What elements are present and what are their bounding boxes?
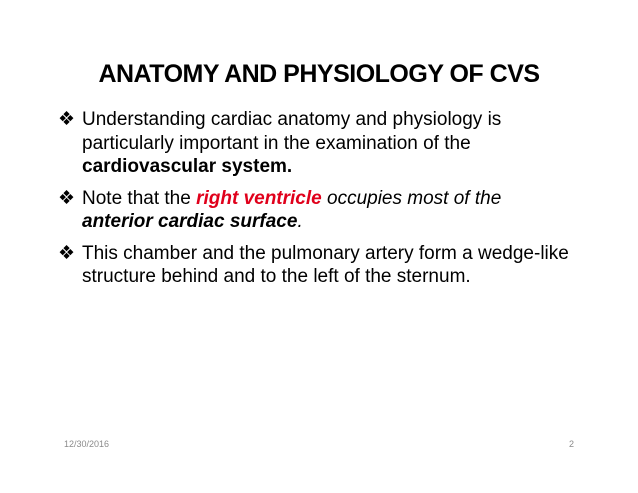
bullet-item-2: [56, 187, 576, 234]
bullet-2-period: .: [297, 211, 303, 232]
diamond-bullet-icon: ❖: [58, 109, 76, 130]
bullet-item-1: [56, 108, 576, 179]
bullet-2-highlight-text: right ventricle: [196, 187, 322, 209]
footer-date: 12/30/2016: [64, 439, 110, 449]
diamond-bullet-icon: ❖: [58, 187, 76, 209]
diamond-bullet-icon: ❖: [58, 242, 76, 264]
bullet-list: [56, 108, 576, 297]
bullet-1-bold-text: cardiovascular system.: [82, 156, 293, 177]
footer-page-number: 2: [568, 439, 574, 449]
bullet-3-text: This chamber and the pulmonary artery form a wedge-like structure behind and to the left of the sternum.: [82, 242, 569, 287]
slide-title: ANATOMY AND PHYSIOLOGY OF CVS: [98, 60, 540, 88]
bullet-item-3: [56, 242, 576, 289]
bullet-1-text: Understanding cardiac anatomy and physiology is particularly important in the examination of the: [82, 109, 502, 154]
bullet-2-text-start: Note that the: [82, 187, 197, 209]
bullet-2-bold-italic-text: anterior cardiac surface: [82, 211, 298, 232]
bullet-2-italic-text: occupies most of the: [321, 187, 502, 209]
